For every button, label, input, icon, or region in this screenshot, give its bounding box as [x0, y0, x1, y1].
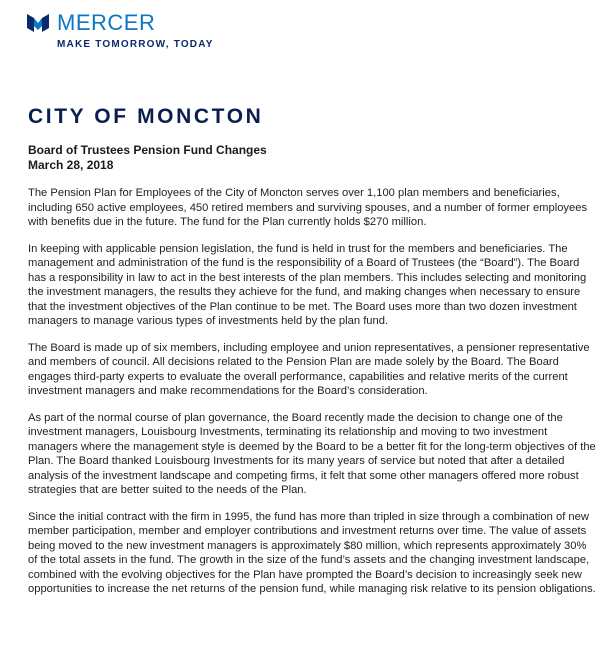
document-subject: Board of Trustees Pension Fund Changes	[28, 143, 267, 157]
mercer-logo	[27, 12, 155, 34]
tagline: MAKE TOMORROW, TODAY	[57, 39, 214, 50]
logo-name: MERCER	[57, 10, 156, 35]
paragraph: In keeping with applicable pension legislation, the fund is held in trust for the members and beneficiaries. The management and administration of the fund is the responsibility of a Board of Trustees (the “Board”). The Board has a responsibility in law to act in the best interests of the plan members. This includes selecting and monitoring the investment managers, the results they achieve for the fund, and making changes when necessary to ensure that the investment objectives of the Plan continue to be met. The Board uses more than two dozen investment managers to manage various types of investments held by the plan fund.	[28, 242, 587, 327]
paragraph: Since the initial contract with the firm in 1995, the fund has more than tripled in size through a combination of new member participation, member and employer contributions and investment returns over time. The value of assets being moved to the new investment managers is approximately $80 million, which represents approximately 30% of the total assets in the fund. The growth in the size of the fund’s assets and the changing investment landscape, combined with the evolving objectives for the Plan have prompted the Board’s decision to increasingly seek new opportunities to increase the net returns of the pension fund, while managing risk relative to its pension obligations.	[28, 510, 596, 595]
document-date: March 28, 2018	[28, 158, 114, 172]
document-heading	[28, 143, 267, 173]
paragraph: The Pension Plan for Employees of the City of Moncton serves over 1,100 plan members and beneficiaries, including 650 active employees, 450 retired members and surviving spouses, and a number of former employees with benefits due in the future. The fund for the Plan currently holds $270 million.	[28, 187, 588, 228]
document-title: CITY OF MONCTON	[28, 105, 264, 128]
document-body	[28, 186, 596, 609]
mercer-logo-icon	[27, 14, 49, 32]
paragraph: The Board is made up of six members, including employee and union representatives, a pensioner representative and members of council. All decisions related to the Pension Plan are made solely by the Board. The Board engages third-party experts to evaluate the overall performance, capabilities and relative merits of the current investment managers and make recommendations for the Board’s consideration.	[28, 341, 590, 397]
paragraph: As part of the normal course of plan governance, the Board recently made the decision to change one of the investment managers, Louisbourg Investments, terminating its relationship and moving to two investment managers where the management style is deemed by the Board to be a better fit for the long-term objectives of the Plan. The Board thanked Louisbourg Investments for its many years of service but noted that after a detailed analysis of the investment landscape and competing firms, it felt that some other managers offered more robust strategies that are better suited to the needs of the Plan.	[28, 411, 596, 496]
